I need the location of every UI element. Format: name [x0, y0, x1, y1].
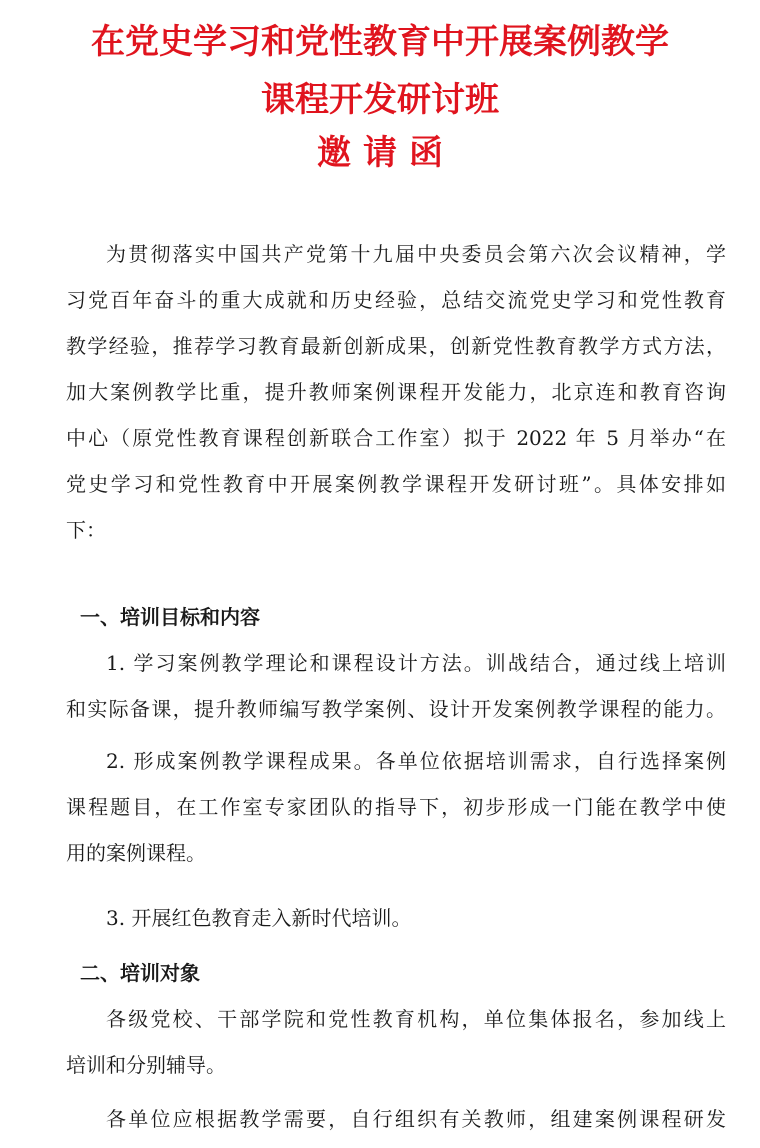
section1-item3: [66, 895, 726, 941]
section1-heading: 一、培训目标和内容: [80, 605, 260, 629]
section2-paragraph2: [66, 1096, 726, 1142]
intro-line: 加大案例教学比重，提升教师案例课程开发能力，北京连和教育咨询: [66, 380, 726, 404]
intro-line: 中心（原党性教育课程创新联合工作室）拟于 2022 年 5 月举办“在: [66, 426, 726, 450]
body-line: 各单位应根据教学需要，自行组织有关教师，组建案例课程研发: [106, 1107, 726, 1131]
intro-line: 习党百年奋斗的重大成就和历史经验，总结交流党史学习和党性教育: [66, 288, 726, 312]
section2-paragraph1: [66, 996, 726, 1088]
title-invitation: 邀请函: [317, 133, 455, 173]
section1-item2: [66, 738, 726, 876]
item-line: 3. 开展红色教育走入新时代培训。: [106, 906, 412, 930]
intro-line: 党史学习和党性教育中开展案例教学课程开发研讨班”。具体安排如: [66, 472, 726, 496]
section2-heading: 二、培训对象: [80, 961, 200, 985]
item-line: 课程题目，在工作室专家团队的指导下，初步形成一门能在教学中使: [66, 795, 726, 819]
body-line: 培训和分别辅导。: [66, 1053, 226, 1077]
intro-line: 下：: [66, 518, 106, 542]
item-line: 和实际备课，提升教师编写教学案例、设计开发案例教学课程的能力。: [66, 697, 726, 721]
body-line: 各级党校、干部学院和党性教育机构，单位集体报名，参加线上: [106, 1007, 726, 1031]
item-line: 1. 学习案例教学理论和课程设计方法。训战结合，通过线上培训: [106, 651, 726, 675]
intro-paragraph: [66, 231, 726, 553]
title-line-1: 在党史学习和党性教育中开展案例教学: [91, 22, 669, 62]
title-line-2: 课程开发研讨班: [261, 80, 499, 120]
item-line: 用的案例课程。: [66, 841, 206, 865]
section1-item1: [66, 640, 726, 732]
intro-line: 为贯彻落实中国共产党第十九届中央委员会第六次会议精神，学: [106, 242, 726, 266]
item-line: 2. 形成案例教学课程成果。各单位依据培训需求，自行选择案例: [106, 749, 726, 773]
intro-line: 教学经验，推荐学习教育最新创新成果，创新党性教育教学方式方法，: [66, 334, 726, 358]
